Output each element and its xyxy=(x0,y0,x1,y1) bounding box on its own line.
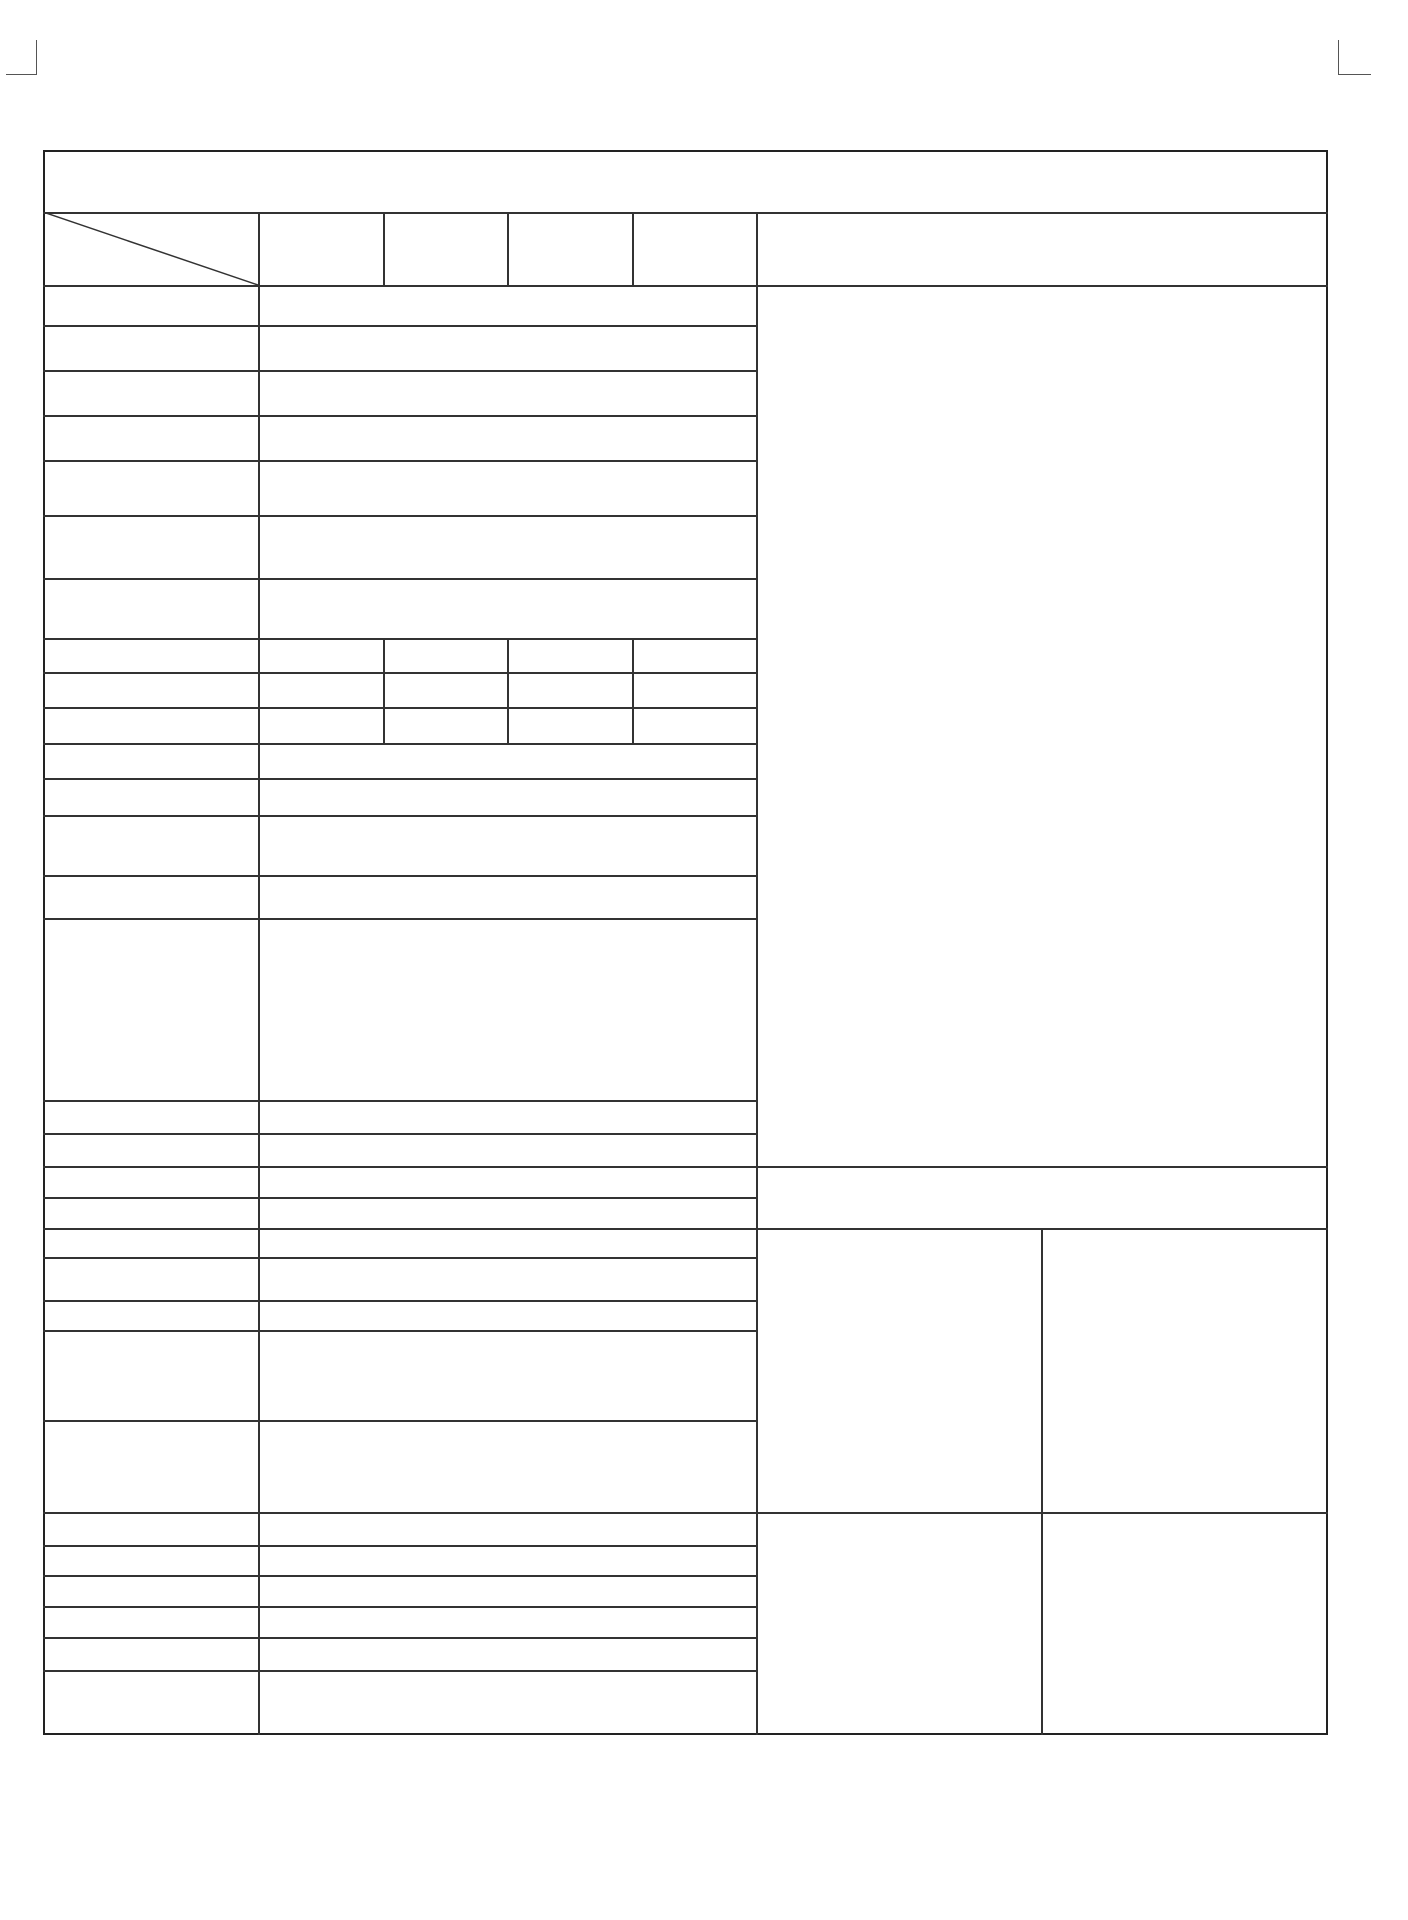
spec-value xyxy=(385,709,507,743)
spec-label xyxy=(45,417,258,460)
spec-label xyxy=(45,517,258,578)
spec-label xyxy=(45,709,258,743)
spec-value xyxy=(260,287,756,325)
spec-value xyxy=(260,1302,756,1330)
spec-value xyxy=(634,709,756,743)
spec-label xyxy=(45,745,258,778)
spec-label xyxy=(45,372,258,415)
corner-spec-label xyxy=(47,246,117,280)
spec-label xyxy=(45,1230,258,1257)
spec-value xyxy=(260,1168,756,1197)
spec-value xyxy=(260,745,756,778)
model-header xyxy=(509,214,632,285)
spec-label xyxy=(45,1102,258,1133)
row-line xyxy=(43,1606,756,1608)
spec-value xyxy=(260,640,383,672)
spec-label xyxy=(45,877,258,918)
spec-label xyxy=(45,580,258,638)
spec-value xyxy=(260,709,383,743)
spec-value xyxy=(385,674,507,707)
row-line xyxy=(43,1670,756,1672)
spec-value xyxy=(260,1230,756,1257)
appearance-header xyxy=(758,214,1328,285)
spec-label xyxy=(45,817,258,875)
spec-value xyxy=(260,1259,756,1300)
col-line xyxy=(756,212,758,1735)
spec-label xyxy=(45,920,258,964)
row-line xyxy=(43,1575,756,1577)
spec-label xyxy=(45,640,258,672)
spec-value xyxy=(634,640,756,672)
spec-value xyxy=(385,640,507,672)
spec-label xyxy=(45,462,258,515)
document-title xyxy=(43,150,1328,212)
spec-label xyxy=(45,1332,258,1420)
spec-value xyxy=(634,674,756,707)
spec-label xyxy=(45,287,258,325)
spec-label xyxy=(45,1259,258,1300)
row-line xyxy=(43,1420,756,1422)
spec-value xyxy=(260,1102,756,1133)
spec-value xyxy=(509,640,632,672)
row-line xyxy=(43,1637,756,1639)
row-line xyxy=(43,1512,1328,1514)
spec-label xyxy=(45,1302,258,1330)
crop-mark-right xyxy=(1338,40,1371,75)
spec-value xyxy=(262,1135,756,1166)
spec-value xyxy=(260,780,756,815)
spec-value xyxy=(260,372,756,415)
row-line xyxy=(43,1545,756,1547)
crop-mark-left xyxy=(6,40,37,75)
spec-value xyxy=(260,327,756,370)
spec-value xyxy=(260,417,756,460)
spec-value xyxy=(260,817,756,875)
col-line xyxy=(1041,1228,1043,1735)
spec-value xyxy=(262,1199,756,1228)
model-header xyxy=(385,214,507,285)
model-header xyxy=(634,214,756,285)
spec-value xyxy=(509,709,632,743)
spec-value xyxy=(260,462,756,515)
spec-label xyxy=(45,780,258,815)
spec-label xyxy=(45,1135,258,1166)
corner-model-label xyxy=(200,216,258,246)
spec-value xyxy=(260,877,756,918)
spec-value xyxy=(509,674,632,707)
spec-label xyxy=(45,1199,258,1228)
spec-value xyxy=(260,580,756,638)
spec-value xyxy=(260,517,756,578)
model-header xyxy=(260,214,383,285)
spec-label xyxy=(45,674,258,707)
spec-label xyxy=(45,1168,258,1197)
spec-value xyxy=(260,674,383,707)
spec-label xyxy=(45,327,258,370)
